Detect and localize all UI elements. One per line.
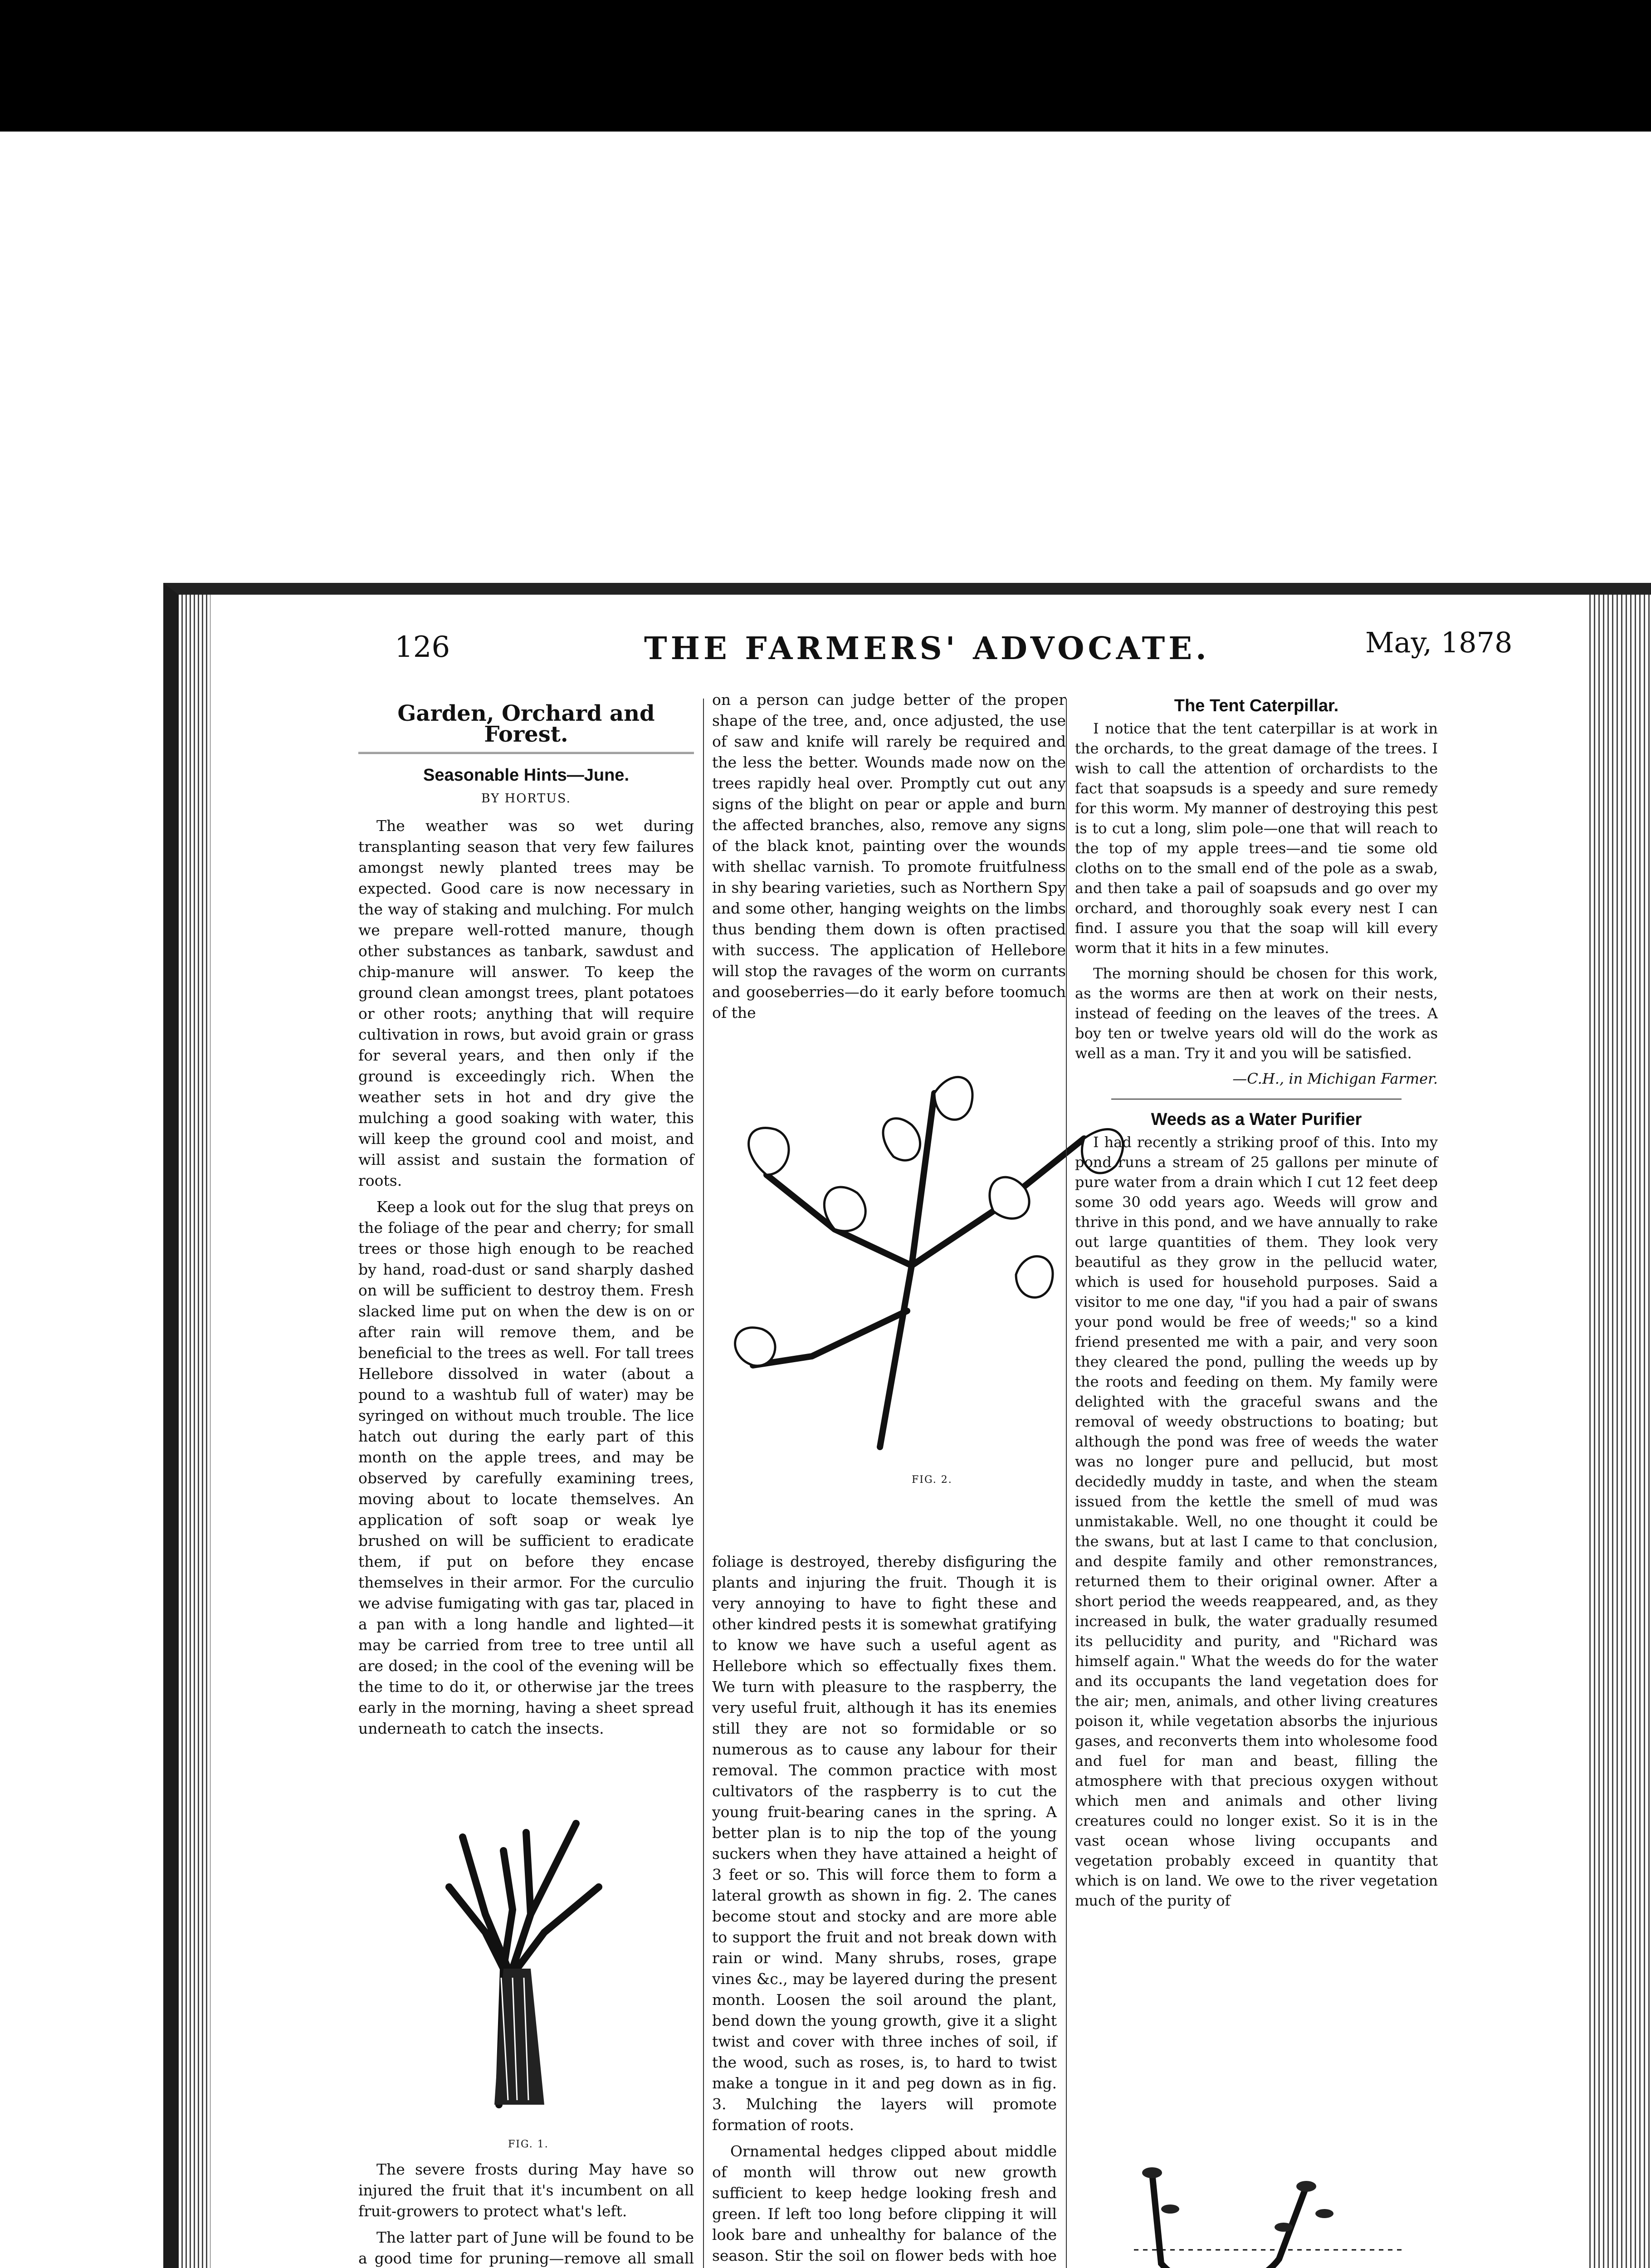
paragraph: Keep a look out for the slug that preys on the foliage of the pear and cherry; for small trees or those high enough to be reached by hand, road-dust or sand sharply dashed on will be sufficient to destroy them. Fresh slacked lime put on when the dew is on or after rain will remove them, and be beneficial to the trees as well. For tall trees Hellebore dissolved in water (about a pound to a washtub full of water) may be syringed on without much trouble. The lice hatch out during the early part of this month on the apple trees, and may be observed by carefully examining trees, moving about to locate themselves. An application of soft soap or weak lye brushed on will be sufficient to eradicate them, if put on before they encase themselves in their armor. For the curculio we advise fumigating with gas tar, placed in a pan with a long handle and lighted—it may be carried from tree to tree until all are dosed; in the cool of the evening will be the time to do it, or otherwise jar the trees early in the morning, having a sheet spread underneath to catch the insects.: [358, 1198, 694, 1737]
column-1: [358, 689, 694, 1745]
credit-line: —C.H., in Michigan Farmer.: [1232, 1070, 1438, 1087]
column-rule: [1066, 699, 1067, 2268]
paragraph: foliage is destroyed, thereby disfiguring the plants and injuring the fruit. Though it is very annoying to have to fight these and other kindred pests it is somewhat gratifying to know we have such a useful agent as Hellebore which so effectually fixes them. We turn with pleasure to the raspberry, the very useful fruit, although it has its enemies still they are not so formidable or so numerous as to cause any labour for their removal. The common practice with most cultivators of the raspberry is to cut the young fruit-bearing canes in the spring. A better plan is to nip the top of the young suckers when they have attained a height of 3 feet or so. This will force them to form a lateral growth as shown in fig. 2. The canes become stout and stocky and are more able to support the fruit and not break down with rain or wind. Many shrubs, roses, grape vines &c., may be layered during the present month. Loosen the soil around the plant, bend down the young growth, give it a slight twist and cover with three inches of soil, if the wood, such as roses, is, to hard to twist make a tongue in it and peg down as in fig. 3. Mulching the layers will promote formation of roots.: [712, 1553, 1057, 2134]
fig2-caption: FIG. 2.: [912, 1474, 952, 1486]
paragraph: I had recently a striking proof of this. Into my pond runs a stream of 25 gallons per minute of pure water from a drain which I cut 12 feet deep some 30 odd years ago. Weeds will grow and thrive in this pond, and we have annually to rake out large quantities of them. They look very beautiful as they grow in the pellucid water, which is used for household purposes. Said a visitor to me one day, "if you had a pair of swans your pond would be free of weeds;" so a kind friend presented me with a pair, and very soon they cleared the pond, pulling the weeds up by the roots and feeding on them. My family were delighted with the graceful swans and the removal of weedy obstructions to boating; but although the pond was free of weeds the water was no longer pure and pellucid, but most decidedly muddy in taste, and when the steam issued from the kettle the smell of mud was unmistakable. Well, no one thought it could be the swans, but at last I came to that conclusion, and despite family and other remonstrances, returned them to their original owner. After a short period the weeds reappeared, and, as they increased in bulk, the water gradually resumed its pellucidity and purity, and "Richard was himself again." What the weeds do for the water and its occupants the land vegetation does for the air; men, animals, and other living creatures poison it, while vegetation absorbs the injurious gases, and reconverts them into wholesome food and fuel for man and beast, filling the atmosphere with that precious oxygen without which men and animals and other living creatures could no longer exist. So it is in the vast ocean whose living occupants and vegetation probably exceed in quantity that which is on land. We owe to the river vegetation much of the purity of: [1075, 1134, 1438, 1909]
article-title-seasonable-hints: Seasonable Hints—June.: [423, 766, 629, 785]
column-3: [1075, 689, 1438, 1916]
column-2-bottom: [712, 1551, 1057, 2268]
paragraph: The latter part of June will be found to be a good time for pruning—remove all small: [358, 2229, 694, 2267]
paragraph: Ornamental hedges clipped about middle of month will throw out new growth sufficient to keep hedge looking fresh and green. If left too long before clipping it will look bare and unhealthy for balance of the season. Stir the soil on flower beds with hoe: [712, 2142, 1057, 2264]
section-title: Garden, Orchard and Forest.: [358, 703, 694, 754]
newspaper-page: [204, 621, 1513, 2268]
paragraph: The severe frosts during May have so injured the fruit that it's incumbent on all fruit-growers to protect what's left.: [358, 2160, 694, 2220]
issue-date: May, 1878: [1365, 626, 1513, 659]
article-title-weeds: Weeds as a Water Purifier: [1151, 1110, 1362, 1129]
paragraph: on a person can judge better of the proper shape of the tree, and, once adjusted, the use of saw and knife will rarely be required and the less the better. Wounds made now on the trees rapidly heal over. Promptly cut out any signs of the blight on pear or apple and burn the affected branches, also, remove any signs of the black knot, painting over the wounds with shellac varnish. To promote fruitfulness in shy bearing varieties, such as Northern Spy and some other, hanging weights on the limbs thus bending them down is often practised with success. The application of Hellebore will stop the ravages of the worm on currants and gooseberries—do it early before toomuch of the: [712, 691, 1066, 1022]
article-title-tent-caterpillar: The Tent Caterpillar.: [1174, 696, 1339, 715]
divider: [1111, 1099, 1402, 1100]
paragraph: The morning should be chosen for this work, as the worms are then at work on their nests, instead of feeding on the leaves of the trees. A boy ten or twelve years old will do the work as well as a man. Try it and you will be satisfied.: [1075, 965, 1438, 1062]
column-rule: [703, 699, 704, 2268]
byline: BY HORTUS.: [481, 792, 572, 806]
page-header: [204, 621, 1513, 689]
layering-illustration-fig3: [1134, 2159, 1406, 2268]
page-number: 126: [395, 631, 450, 664]
fig1-caption: FIG. 1.: [508, 2139, 549, 2150]
paragraph: The weather was so wet during transplanting season that very few failures amongst newly planted trees may be expected. Good care is now necessary in the way of staking and mulching. For mulch we prepare well-rotted manure, though other substances as tanbark, sawdust and chip-manure will answer. To keep the ground clean amongst trees, plant potatoes or other roots; anything that will require cultivation in rows, but avoid grain or grass for several years, and then only if the ground is exceedingly rich. When the weather sets in hot and dry give the mulching a good soaking with water, this will keep the ground cool and moist, and will assist and sustain the formation of roots.: [358, 817, 694, 1189]
paragraph: I notice that the tent caterpillar is at work in the orchards, to the great damage of the trees. I wish to call the attention of orchardists to the fact that soapsuds is a speedy and sure remedy for this worm. My manner of destroying this pest is to cut a long, slim pole—one that will reach to the top of my apple trees—and tie some old cloths on to the small end of the pole as a swab, and then take a pail of soapsuds and go over my orchard, and thoroughly soak every nest I can find. I assure you that the soap will kill every worm that it hits in a few minutes.: [1075, 720, 1438, 957]
page-edge-right: [1589, 595, 1651, 2268]
tree-illustration-fig1: [395, 1796, 649, 2114]
column-1-bottom: [358, 2159, 694, 2268]
masthead: THE FARMERS' ADVOCATE.: [644, 631, 1210, 667]
column-2-top: [712, 689, 1066, 1029]
